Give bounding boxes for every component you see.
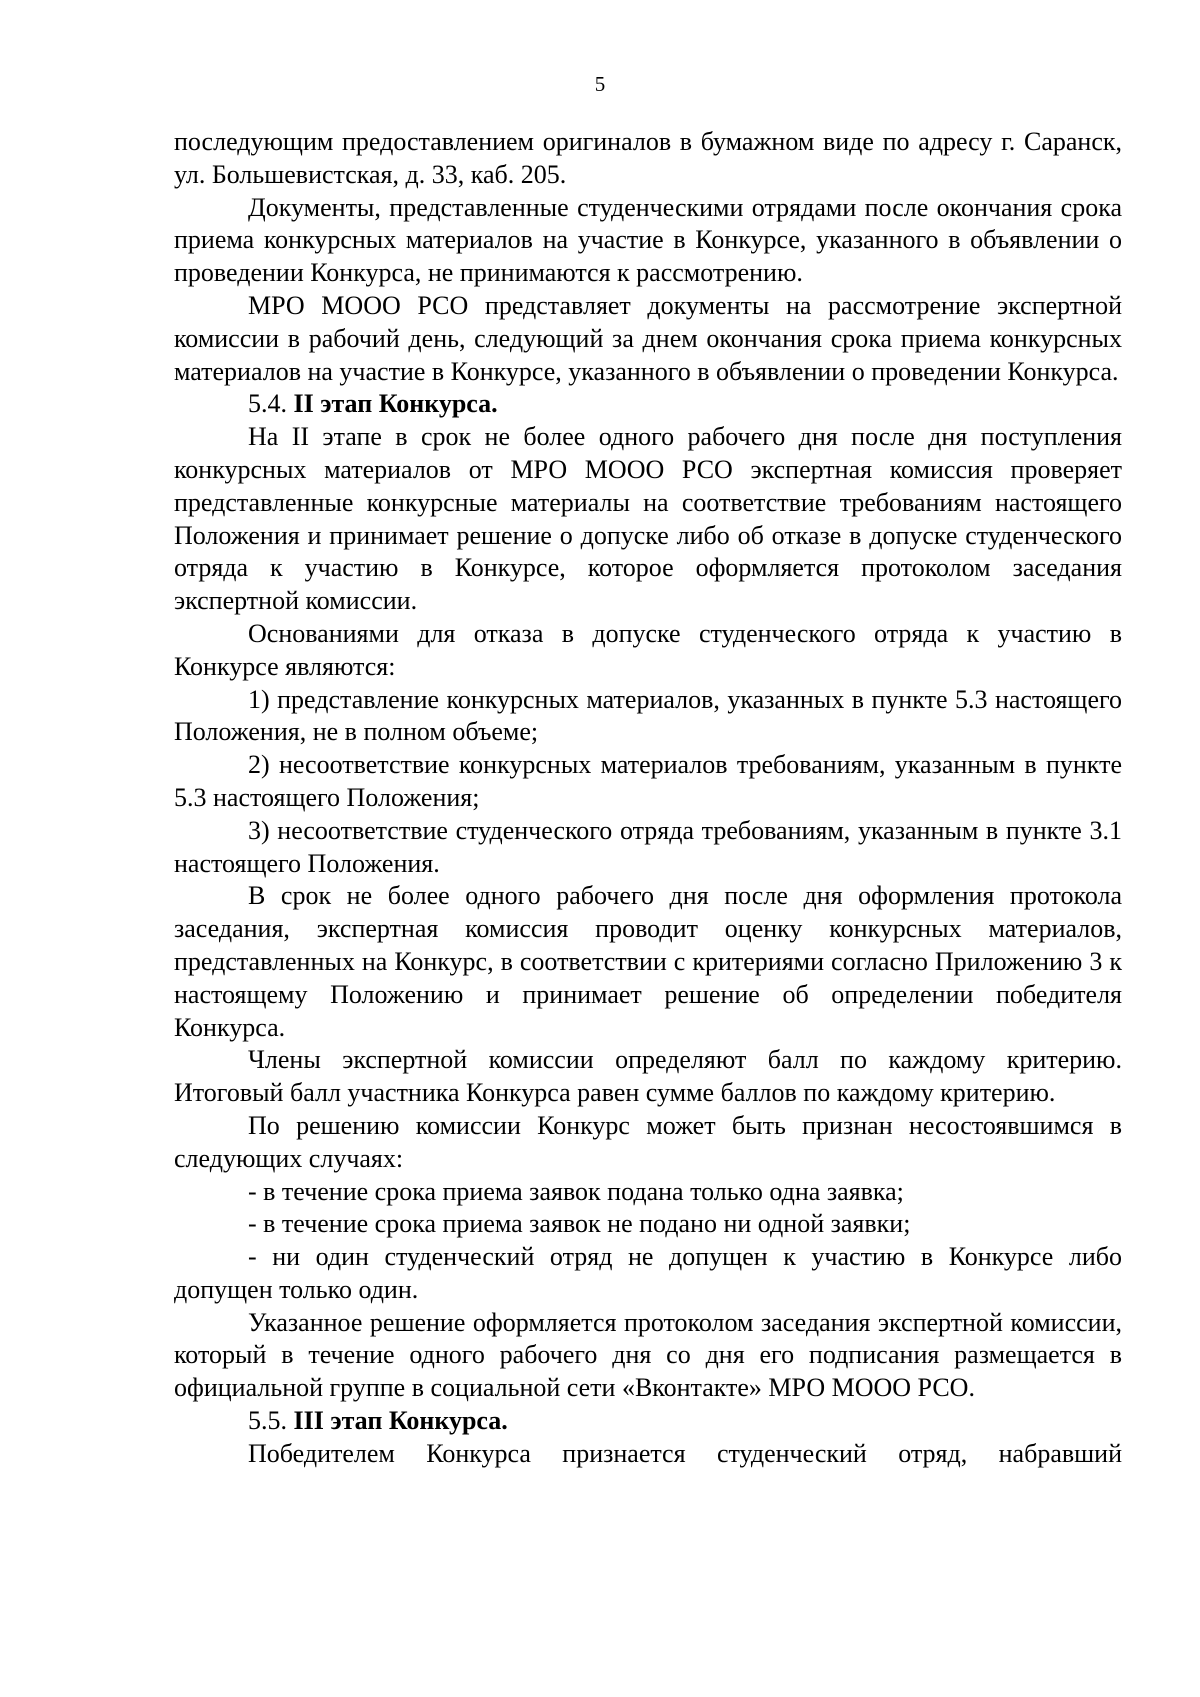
paragraph-scoring: Члены экспертной комиссии определяют балл по каждому критерию. Итоговый балл участника Конкурса равен сумме баллов по каждому критерию.	[174, 1045, 1122, 1108]
paragraph-winner: Победителем Конкурса признается студенческий отряд, набравший	[248, 1438, 1122, 1468]
list-item-case-2: - в течение срока приема заявок не подано ни одной заявки;	[248, 1209, 911, 1239]
section-number: 5.5.	[248, 1406, 294, 1436]
paragraph-stage-two: На II этапе в срок не более одного рабочего дня после дня поступления конкурсных материалов от МРО МООО РСО экспертная комиссия проверяет представленные конкурсные материалы на соответствие требованиям настоящего Положения и принимает решение о допуске либо об отказе в допуске студенческого отряда к участию в Конкурсе, которое оформляется протоколом заседания экспертной комиссии.	[174, 422, 1122, 616]
section-heading-5-5	[174, 1405, 1122, 1438]
paragraph-evaluation: В срок не более одного рабочего дня после дня оформления протокола заседания, экспертная комиссия проводит оценку конкурсных материалов, представленных на Конкурс, в соответствии с критериями согласно Приложению 3 к настоящему Положению и принимает решение об определении победителя Конкурса.	[174, 881, 1122, 1042]
section-heading-5-4	[174, 388, 1122, 421]
list-item-case-3: - ни один студенческий отряд не допущен к участию в Конкурсе либо допущен только один.	[174, 1242, 1122, 1304]
section-title: III этап Конкурса.	[293, 1406, 508, 1436]
paragraph-failed-contest: По решению комиссии Конкурс может быть признан несостоявшимся в следующих случаях:	[174, 1110, 1122, 1173]
paragraph-address: последующим предоставлением оригиналов в бумажном виде по адресу г. Саранск, ул. Большевистская, д. 33, каб. 205.	[174, 127, 1122, 189]
document-body	[174, 126, 1122, 1471]
list-item-ground-2: 2) несоответствие конкурсных материалов требованиям, указанным в пункте 5.3 настоящего Положения;	[174, 750, 1122, 812]
list-item-ground-1: 1) представление конкурсных материалов, указанных в пункте 5.3 настоящего Положения, не в полном объеме;	[174, 684, 1122, 747]
list-item-ground-3: 3) несоответствие студенческого отряда требованиям, указанным в пункте 3.1 настоящего Положения.	[174, 815, 1122, 878]
list-item-case-1: - в течение срока приема заявок подана только одна заявка;	[248, 1176, 904, 1206]
section-number: 5.4.	[248, 389, 294, 419]
page-number: 5	[594, 72, 606, 96]
paragraph-submission-to-commission: МРО МООО РСО представляет документы на рассмотрение экспертной комиссии в рабочий день, следующий за днем окончания срока приема конкурсных материалов на участие в Конкурсе, указанного в объявлении о проведении Конкурса.	[174, 290, 1122, 386]
paragraph-refusal-grounds: Основаниями для отказа в допуске студенческого отряда к участию в Конкурсе являются:	[174, 618, 1122, 681]
paragraph-publication: Указанное решение оформляется протоколом заседания экспертной комиссии, который в течение одного рабочего дня со дня его подписания размещается в официальной группе в социальной сети «Вконтакте» МРО МООО РСО.	[174, 1307, 1122, 1403]
section-title: II этап Конкурса.	[293, 389, 498, 419]
paragraph-late-documents: Документы, представленные студенческими отрядами после окончания срока приема конкурсных материалов на участие в Конкурсе, указанного в объявлении о проведении Конкурса, не принимаются к рассмотрению.	[174, 192, 1122, 288]
